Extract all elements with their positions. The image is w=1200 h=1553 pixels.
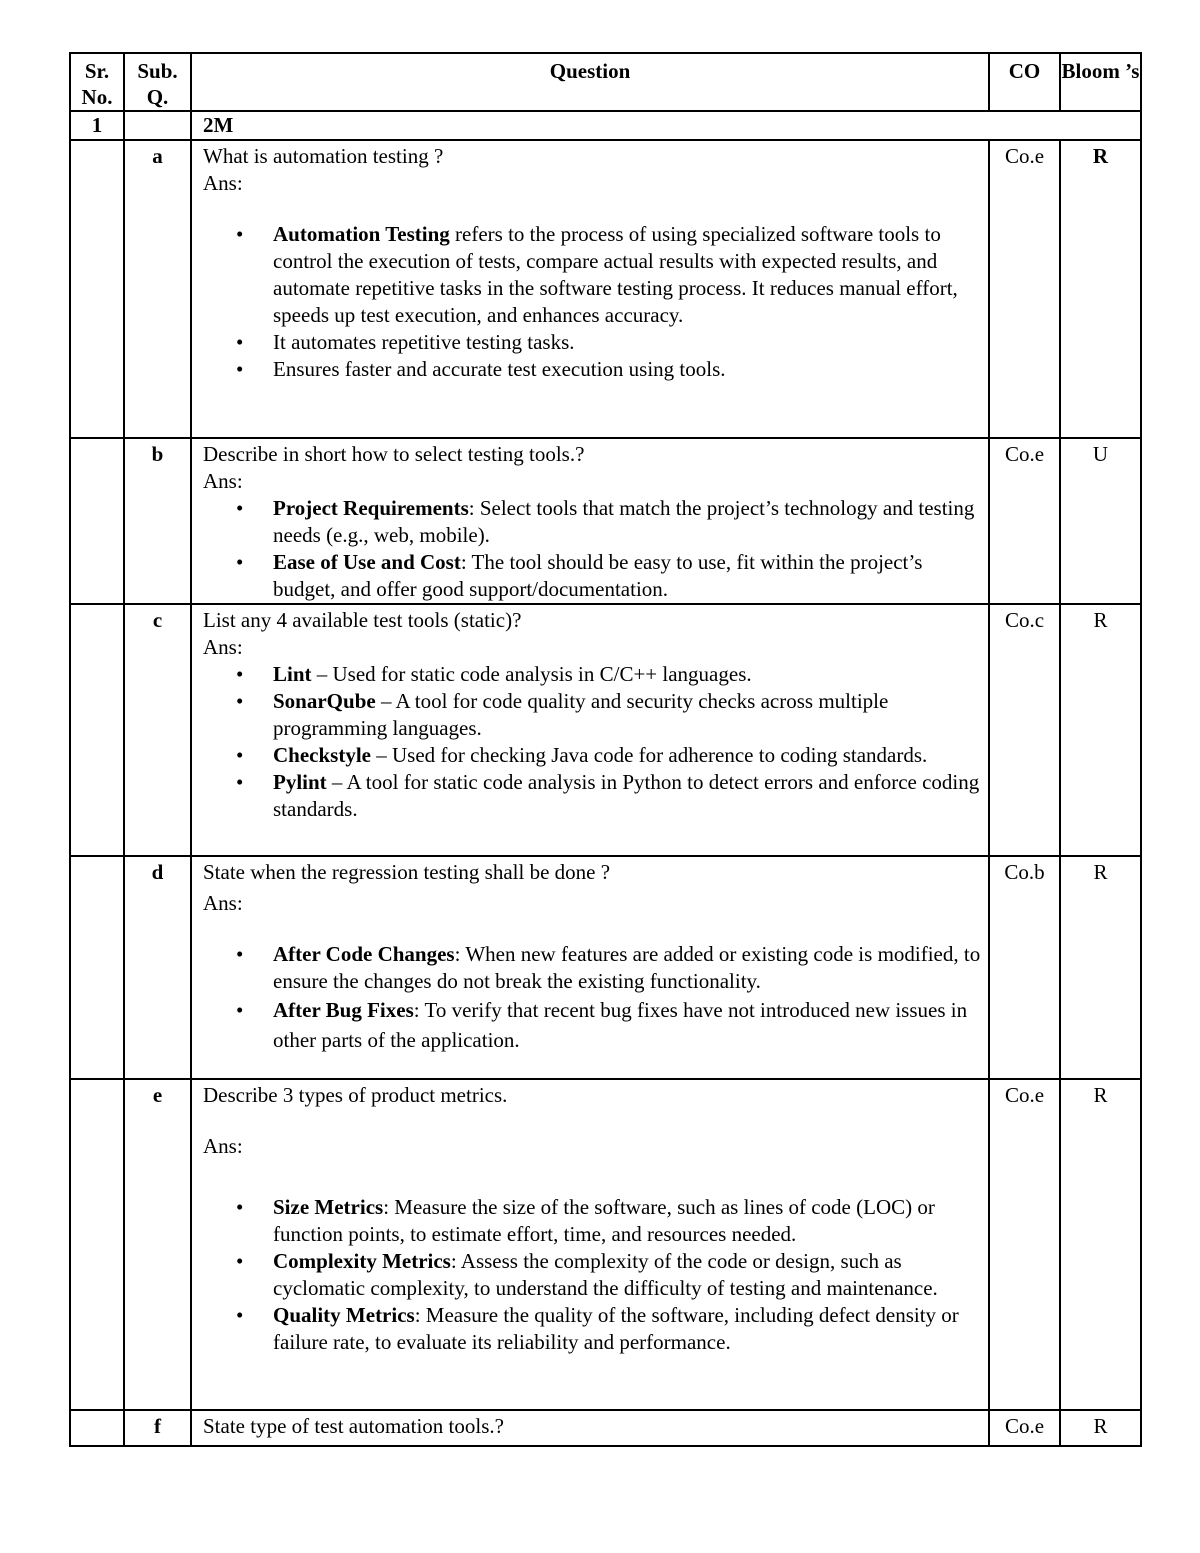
question-text: Describe 3 types of product metrics. [203,1083,508,1107]
table-row [70,856,1141,1079]
question-cell [191,1410,989,1446]
header-question: Question [191,53,989,111]
header-blooms: Bloom ’s [1060,53,1141,111]
list-item: • Ease of Use and Cost: The tool should be easy to use, fit within the project’s budget, and offer good support/documentation. [273,549,982,603]
question-text: List any 4 available test tools (static)? [203,608,522,632]
question-cell [191,604,989,856]
bloom-value: R [1060,856,1141,1079]
question-table [69,52,1142,1447]
question-cell [191,140,989,438]
header-row [70,53,1141,111]
sub-question-label: f [124,1410,191,1446]
answer-label: Ans: [203,469,243,493]
answer-label: Ans: [203,171,243,195]
co-value: Co.e [989,438,1060,604]
question-text: Describe in short how to select testing tools.? [203,442,585,466]
co-value: Co.e [989,1079,1060,1410]
table-row [70,604,1141,856]
question-text: State type of test automation tools.? [203,1414,504,1438]
list-item: • Lint – Used for static code analysis in C/C++ languages. [273,661,982,688]
section-sr-no: 1 [70,111,124,140]
answer-list [203,1194,982,1356]
list-item: • Project Requirements: Select tools that match the project’s technology and testing needs (e.g., web, mobile). [273,495,982,549]
co-value: Co.e [989,1410,1060,1446]
header-co: CO [989,53,1060,111]
answer-list [203,941,982,1055]
question-cell [191,438,989,604]
list-item: • Complexity Metrics: Assess the complexity of the code or design, such as cyclomatic complexity, to understand the difficulty of testing and maintenance. [273,1248,982,1302]
header-sub-q: Sub. Q. [124,53,191,111]
list-item: • Ensures faster and accurate test execution using tools. [273,356,982,383]
sub-question-label: d [124,856,191,1079]
answer-label: Ans: [203,635,243,659]
answer-list [203,221,982,383]
list-item: • Checkstyle – Used for checking Java code for adherence to coding standards. [273,742,982,769]
answer-list [203,661,982,823]
question-text: State when the regression testing shall be done ? [203,860,611,884]
sub-question-label: b [124,438,191,604]
list-item: • After Bug Fixes: To verify that recent bug fixes have not introduced new issues in other parts of the application. [273,995,982,1055]
bloom-value: R [1060,140,1141,438]
co-value: Co.b [989,856,1060,1079]
list-item: • Pylint – A tool for static code analysis in Python to detect errors and enforce coding standards. [273,769,982,823]
table-row [70,1410,1141,1446]
section-marks: 2M [191,111,1141,140]
bloom-value: R [1060,1410,1141,1446]
sub-question-label: e [124,1079,191,1410]
co-value: Co.c [989,604,1060,856]
question-text: What is automation testing ? [203,144,444,168]
co-value: Co.e [989,140,1060,438]
list-item: • Quality Metrics: Measure the quality of the software, including defect density or failure rate, to evaluate its reliability and performance. [273,1302,982,1356]
answer-label: Ans: [203,1134,243,1158]
sub-question-label: c [124,604,191,856]
table-row [70,1079,1141,1410]
section-row [70,111,1141,140]
answer-label: Ans: [203,891,243,915]
bloom-value: R [1060,1079,1141,1410]
question-cell [191,1079,989,1410]
list-item: • Size Metrics: Measure the size of the software, such as lines of code (LOC) or function points, to estimate effort, time, and resources needed. [273,1194,982,1248]
header-sr-no: Sr. No. [70,53,124,111]
list-item: • Automation Testing refers to the process of using specialized software tools to control the execution of tests, compare actual results with expected results, and automate repetitive tasks in the software testing process. It reduces manual effort, speeds up test execution, and enhances accuracy. [273,221,982,329]
bloom-value: R [1060,604,1141,856]
table-row [70,438,1141,604]
section-sub-empty [124,111,191,140]
sub-question-label: a [124,140,191,438]
list-item: • SonarQube – A tool for code quality and security checks across multiple programming languages. [273,688,982,742]
list-item: • It automates repetitive testing tasks. [273,329,982,356]
question-cell [191,856,989,1079]
table-row [70,140,1141,438]
bloom-value: U [1060,438,1141,604]
list-item: • After Code Changes: When new features are added or existing code is modified, to ensure the changes do not break the existing functionality. [273,941,982,995]
answer-list [203,495,982,603]
